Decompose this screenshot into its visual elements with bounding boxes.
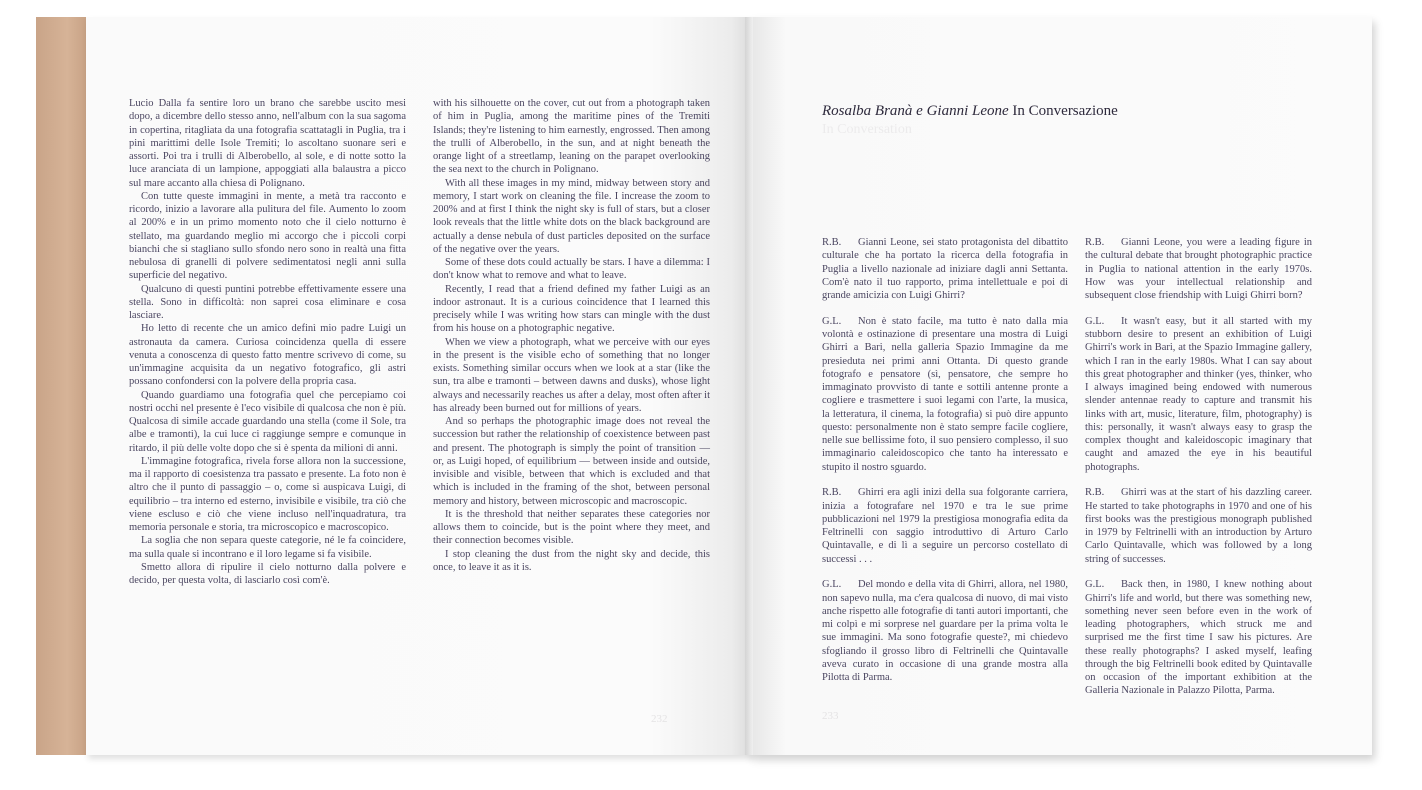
paragraph: Qualcuno di questi puntini potrebbe effettivamente essere una stella. Sono in difficoltà: non saprei cosa eliminare e cosa lasciare. (129, 283, 406, 321)
speaker-label: G.L. (1085, 315, 1105, 327)
paragraph: With all these images in my mind, midway between story and memory, I start work on cleaning the file. I increase the zoom to 200% and at first I think the night sky is full of stars, but a closer look reveals that the little white dots on the black background are actually a dense nebula of dust particles deposited on the surface of the negative over the years. (433, 177, 710, 255)
paragraph: Con tutte queste immagini in mente, a metà tra racconto e ricordo, inizio a lavorare alla pulitura del file. Aumento lo zoom al 200% e in un primo momento noto che il cielo notturno è stellato, ma guardando meglio mi accorgo che i piccoli corpi bianchi che si stagliano sullo sfondo nero sono in realtà una fitta nebulosa di granelli di polvere sedimentatosi negli anni sulla superficie del negativo. (129, 190, 406, 282)
page-number-right: 233 (822, 710, 839, 722)
entry-text: Del mondo e della vita di Ghirri, allora, nel 1980, non sapevo nulla, ma c'era qualcosa di nuovo, di mai visto anche rispetto alle fotografie di tanti autori importanti, che mi colpì e mi sorprese nel guardare per la prima volta le sue immagini. Ma sono fotografie queste?, mi chiedevo sfogliando il grosso libro di Feltrinelli che Quintavalle aveva curato in occasione di una grande mostra alla Pilotta di Parma. (822, 579, 1068, 683)
entry-text: Ghirri was at the start of his dazzling career. He started to take photographs in 1970 and one of his first books was the prestigious monograph published in 1979 by Feltrinelli with an introduction by Arturo Carlo Quintavalle, which was followed by a long string of successes. (1085, 487, 1312, 565)
paragraph: Recently, I read that a friend defined my father Luigi as an indoor astronaut. It is a curious coincidence that I learned this precisely while I was writing how stars can mingle with the dust from his house on a photographic negative. (433, 283, 710, 335)
paragraph: Some of these dots could actually be stars. I have a dilemma: I don't know what to remove and what to leave. (433, 257, 710, 282)
paragraph: Smetto allora di ripulire il cielo notturno dalla polvere e decido, per questa volta, di lasciarlo così com'è. (129, 561, 406, 586)
entry-text: It wasn't easy, but it all started with my stubborn desire to present an exhibition of Luigi Ghirri's work in Bari, at the Spazio Immagine gallery, which I ran in the early 1980s. What I can say about this great photographer and thinker (yes, thinker, who I always imagined being endowed with numerous slender antennae ready to capture and transmit his links with art, music, literature, film, photography) is this: personally, it wasn't always easy to grasp the complex thought and kaleidoscopic imaginary that caught and amazed the eye in his beautiful photographs. (1085, 315, 1312, 473)
book-cover-edge (36, 17, 88, 755)
interview-column-italian (822, 236, 1068, 697)
interview-entry (822, 236, 1068, 302)
left-page-column-english (433, 97, 710, 574)
page-number-left: 232 (651, 713, 668, 725)
heading-names: Rosalba Branà e Gianni Leone (822, 103, 1009, 119)
paragraph: Quando guardiamo una fotografia quel che percepiamo coi nostri occhi nel presente è l'eco visibile di qualcosa che non è più. Qualcosa di simile accade guardando una stella (come il Sole, tra albe e tramonti), la cui luce ci raggiunge sempre e comunque in ritardo, il più delle volte dopo che si è spenta da milioni di anni. (129, 389, 406, 454)
interview-entry (1085, 486, 1312, 566)
speaker-label: R.B. (822, 237, 842, 248)
interview-entry (822, 315, 1068, 474)
entry-text: Non è stato facile, ma tutto è nato dalla mia volontà e ostinazione di presentare una mostra di Luigi Ghirri a Bari, nella galleria Spazio Immagine da me presieduta nei primi anni Ottanta. Di questo grande fotografo e pensatore (sì, pensatore, che sempre ho immaginato provvisto di tante e sottili antenne pronte a cogliere e trasmettere i suoi legami con l'arte, la musica, la letteratura, il cinema, la fotografia) si può dire appunto questo: personalmente non è stato sempre facile cogliere, nelle sue bellissime foto, il suo pensiero complesso, il suo immaginario caleidoscopico che tanto ha interessato e stupito il nostro sguardo. (822, 315, 1068, 473)
book-gutter (745, 17, 753, 755)
speaker-label: R.B. (822, 487, 842, 499)
interview-entry (822, 578, 1068, 684)
paragraph: When we view a photograph, what we perceive with our eyes in the present is the visible echo of something that no longer exists. Something similar occurs when we look at a star (like the sun, tra albe e tramonti – between dawns and dusks), whose light always and necessarily reaches us after a delay, most often after it has already been burned out for millions of years. (433, 336, 710, 414)
chapter-heading (822, 103, 1118, 120)
interview-column-english (1085, 236, 1312, 710)
speaker-label: G.L. (822, 579, 842, 591)
speaker-label: R.B. (1085, 487, 1105, 499)
paragraph: I stop cleaning the dust from the night sky and decide, this once, to leave it as it is. (433, 548, 710, 573)
left-page-column-italian (129, 97, 406, 587)
interview-entry (1085, 236, 1312, 302)
heading-title: In Conversazione (1012, 103, 1118, 119)
paragraph: It is the threshold that neither separates these categories nor allows them to coincide, but is the point where they meet, and their connection becomes visible. (433, 508, 710, 547)
interview-entry (1085, 315, 1312, 474)
entry-text: Ghirri era agli inizi della sua folgorante carriera, inizia a fotografare nel 1970 e tra le sue prime pubblicazioni nel 1979 la prestigiosa monografia edita da Feltrinelli con saggio introduttivo di Arturo Carlo Quintavalle, e di lì a seguire un percorso costellato di successi . . . (822, 487, 1068, 565)
speaker-label: G.L. (822, 315, 842, 327)
paragraph: And so perhaps the photographic image does not reveal the succession but rather the relationship of coexistence between past and present. The photograph is simply the point of transition — or, as Luigi hoped, of equilibrium — between inside and outside, invisible and visible, between that which is excluded and that which is included in the framing of the shot, between personal memory and history, between microscopic and macroscopic. (433, 416, 710, 507)
paragraph: La soglia che non separa queste categorie, né le fa coincidere, ma sulla quale si incontrano e il loro legame si fa visibile. (129, 535, 406, 560)
entry-text: Gianni Leone, sei stato protagonista del dibattito culturale che ha portato la ricerca della fotografia in Puglia a livello nazionale ad iniziare dagli anni Settanta. Com'è nato il tuo rapporto, prima intellettuale e poi di grande amicizia con Luigi Ghirri? (822, 237, 1068, 301)
paragraph: L'immagine fotografica, rivela forse allora non la successione, ma il rapporto di coesistenza tra passato e presente. La foto non è altro che il punto di passaggio – o, come si auspicava Luigi, di equilibrio – tra interno ed esterno, invisibile e visibile, tra ciò che viene escluso e ciò che viene incluso nell'inquadratura, tra memoria personale e storia, tra microscopico e macroscopico. (129, 455, 406, 533)
entry-text: Gianni Leone, you were a leading figure in the cultural debate that brought photographic practice in Puglia to national attention in the early 1970s. How was your intellectual relationship and subsequent close friendship with Luigi Ghirri born? (1085, 237, 1312, 301)
show-through-text: In Conversation (822, 122, 912, 137)
speaker-label: R.B. (1085, 237, 1105, 248)
speaker-label: G.L. (1085, 579, 1105, 591)
paragraph: Lucio Dalla fa sentire loro un brano che sarebbe uscito mesi dopo, a dicembre dello stesso anno, nell'album con la sua sagoma in copertina, ritagliata da una fotografia scattatagli in Puglia, tra i pini marittimi delle Isole Tremiti; lo ascoltano suonare seri e assorti. Poi tra i trulli di Alberobello, al sole, e di notte sotto la luce aranciata di un lampione, appoggiati alla balaustra a picco sul mare accanto alla chiesa di Polignano. (129, 98, 406, 189)
paragraph: Ho letto di recente che un amico definì mio padre Luigi un astronauta da camera. Curiosa coincidenza quella di essere venuta a conoscenza di questo fatto mentre scrivevo di come, su un'immagine acquisita da un negativo fotografico, gli astri possano confondersi con la polvere della propria casa. (129, 323, 406, 388)
interview-entry (822, 486, 1068, 566)
interview-entry (1085, 578, 1312, 697)
paragraph: with his silhouette on the cover, cut out from a photograph taken of him in Puglia, among the maritime pines of the Tremiti Islands; they're listening to him earnestly, engrossed. Then among the trulli of Alberobello, in the sun, and at night beneath the orange light of a streetlamp, leaning on the parapet overlooking the sea next to the church in Polignano. (433, 98, 710, 176)
entry-text: Back then, in 1980, I knew nothing about Ghirri's life and world, but there was something new, something never seen before even in the work of leading photographers, which struck me and surprised me the first time I saw his pictures. Are these really photographs? I asked myself, leafing through the big Feltrinelli book edited by Quintavalle on occasion of the important exhibition at the Galleria Nazionale in Palazzo Pilotta, Parma. (1085, 579, 1312, 697)
